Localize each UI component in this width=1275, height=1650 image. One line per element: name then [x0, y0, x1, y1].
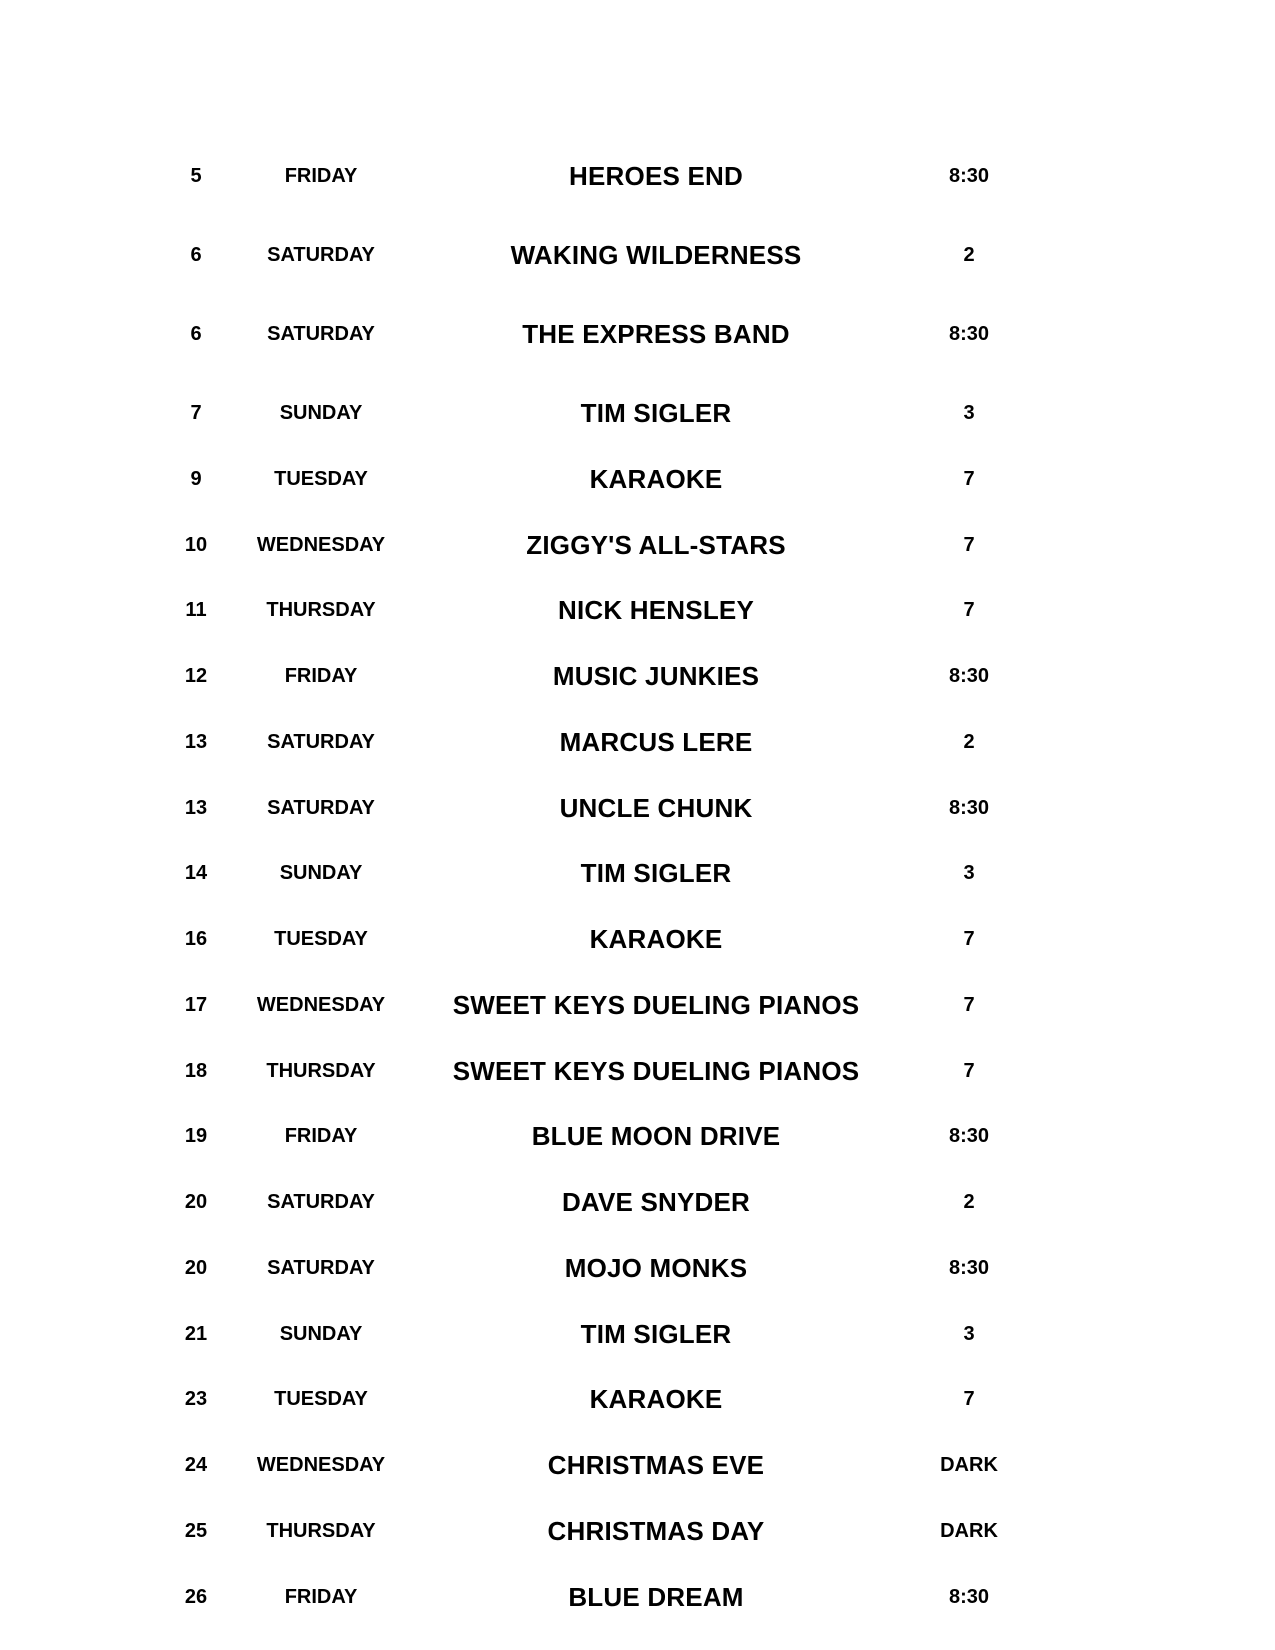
event-date: 20	[184, 1191, 208, 1213]
event-day: WEDNESDAY	[256, 534, 386, 556]
event-date: 21	[184, 1323, 208, 1345]
event-day: SUNDAY	[279, 862, 363, 884]
event-act: KARAOKE	[589, 1384, 723, 1414]
event-day: SATURDAY	[267, 1257, 375, 1279]
event-time: 7	[963, 599, 975, 621]
event-act: TIM SIGLER	[580, 858, 732, 888]
event-day: TUESDAY	[274, 928, 368, 950]
event-time: 7	[963, 534, 975, 556]
schedule-row	[0, 464, 1275, 494]
schedule-row	[0, 240, 1275, 270]
event-date: 7	[190, 402, 202, 424]
schedule-row	[0, 661, 1275, 691]
schedule-row	[0, 727, 1275, 757]
event-time: 8:30	[948, 797, 990, 819]
event-date: 10	[184, 534, 208, 556]
schedule-row	[0, 1187, 1275, 1217]
event-time: 2	[963, 731, 975, 753]
event-act: CHRISTMAS DAY	[547, 1516, 765, 1546]
event-date: 16	[184, 928, 208, 950]
schedule-row	[0, 1121, 1275, 1151]
event-date: 20	[184, 1257, 208, 1279]
event-day: THURSDAY	[266, 1520, 376, 1542]
event-act: MUSIC JUNKIES	[552, 661, 760, 691]
event-day: SUNDAY	[279, 402, 363, 424]
event-act: TIM SIGLER	[580, 1319, 732, 1349]
schedule-row	[0, 595, 1275, 625]
event-time: DARK	[940, 1454, 998, 1476]
event-day: TUESDAY	[274, 468, 368, 490]
event-day: TUESDAY	[274, 1388, 368, 1410]
event-day: SATURDAY	[267, 797, 375, 819]
schedule-row	[0, 1253, 1275, 1283]
event-time: 8:30	[948, 165, 990, 187]
schedule-row	[0, 1516, 1275, 1546]
event-act: SWEET KEYS DUELING PIANOS	[452, 1056, 860, 1086]
schedule-row	[0, 1319, 1275, 1349]
schedule-row	[0, 1582, 1275, 1612]
event-day: THURSDAY	[266, 1060, 376, 1082]
schedule-row	[0, 319, 1275, 349]
event-date: 17	[184, 994, 208, 1016]
event-day: SATURDAY	[267, 1191, 375, 1213]
event-day: THURSDAY	[266, 599, 376, 621]
event-day: SUNDAY	[279, 1323, 363, 1345]
event-act: KARAOKE	[589, 464, 723, 494]
event-date: 13	[184, 797, 208, 819]
event-date: 6	[190, 323, 202, 345]
event-act: WAKING WILDERNESS	[510, 240, 802, 270]
event-time: 8:30	[948, 1125, 990, 1147]
schedule-row	[0, 398, 1275, 428]
schedule-row	[0, 858, 1275, 888]
event-day: SATURDAY	[267, 323, 375, 345]
event-act: BLUE MOON DRIVE	[531, 1121, 781, 1151]
event-time: 8:30	[948, 323, 990, 345]
event-date: 26	[184, 1586, 208, 1608]
event-time: 2	[963, 1191, 975, 1213]
event-time: 3	[963, 1323, 975, 1345]
event-date: 5	[190, 165, 202, 187]
event-date: 24	[184, 1454, 208, 1476]
event-day: FRIDAY	[284, 1125, 358, 1147]
schedule-row	[0, 530, 1275, 560]
schedule-row	[0, 1056, 1275, 1086]
event-time: 8:30	[948, 665, 990, 687]
event-time: 3	[963, 862, 975, 884]
event-act: SWEET KEYS DUELING PIANOS	[452, 990, 860, 1020]
event-date: 12	[184, 665, 208, 687]
event-act: ZIGGY'S ALL-STARS	[526, 530, 786, 560]
event-date: 11	[185, 599, 207, 621]
event-time: 7	[963, 468, 975, 490]
event-act: TIM SIGLER	[580, 398, 732, 428]
event-day: WEDNESDAY	[256, 994, 386, 1016]
event-act: CHRISTMAS EVE	[547, 1450, 765, 1480]
event-day: FRIDAY	[284, 165, 358, 187]
event-time: 7	[963, 928, 975, 950]
schedule-row	[0, 990, 1275, 1020]
event-act: THE EXPRESS BAND	[522, 319, 790, 349]
event-date: 6	[190, 244, 202, 266]
event-date: 13	[184, 731, 208, 753]
event-act: MARCUS LERE	[559, 727, 753, 757]
event-time: 8:30	[948, 1257, 990, 1279]
event-act: DAVE SNYDER	[561, 1187, 751, 1217]
event-act: NICK HENSLEY	[558, 595, 754, 625]
event-date: 18	[184, 1060, 208, 1082]
schedule-row	[0, 924, 1275, 954]
event-date: 23	[184, 1388, 208, 1410]
schedule-row	[0, 161, 1275, 191]
schedule-row	[0, 1450, 1275, 1480]
event-time: 3	[963, 402, 975, 424]
event-act: BLUE DREAM	[568, 1582, 744, 1612]
event-date: 19	[184, 1125, 208, 1147]
event-day: FRIDAY	[284, 1586, 358, 1608]
event-act: MOJO MONKS	[564, 1253, 748, 1283]
event-time: 7	[963, 1388, 975, 1410]
event-act: KARAOKE	[589, 924, 723, 954]
schedule-row	[0, 1384, 1275, 1414]
event-date: 25	[184, 1520, 208, 1542]
event-time: 8:30	[948, 1586, 990, 1608]
event-act: HEROES END	[569, 161, 743, 191]
event-time: 2	[963, 244, 975, 266]
event-day: WEDNESDAY	[256, 1454, 386, 1476]
event-time: 7	[963, 1060, 975, 1082]
event-time: 7	[963, 994, 975, 1016]
event-time: DARK	[940, 1520, 998, 1542]
event-day: SATURDAY	[267, 244, 375, 266]
event-date: 14	[184, 862, 208, 884]
event-date: 9	[190, 468, 202, 490]
event-act: UNCLE CHUNK	[559, 793, 753, 823]
event-day: FRIDAY	[284, 665, 358, 687]
event-day: SATURDAY	[267, 731, 375, 753]
schedule-row	[0, 793, 1275, 823]
